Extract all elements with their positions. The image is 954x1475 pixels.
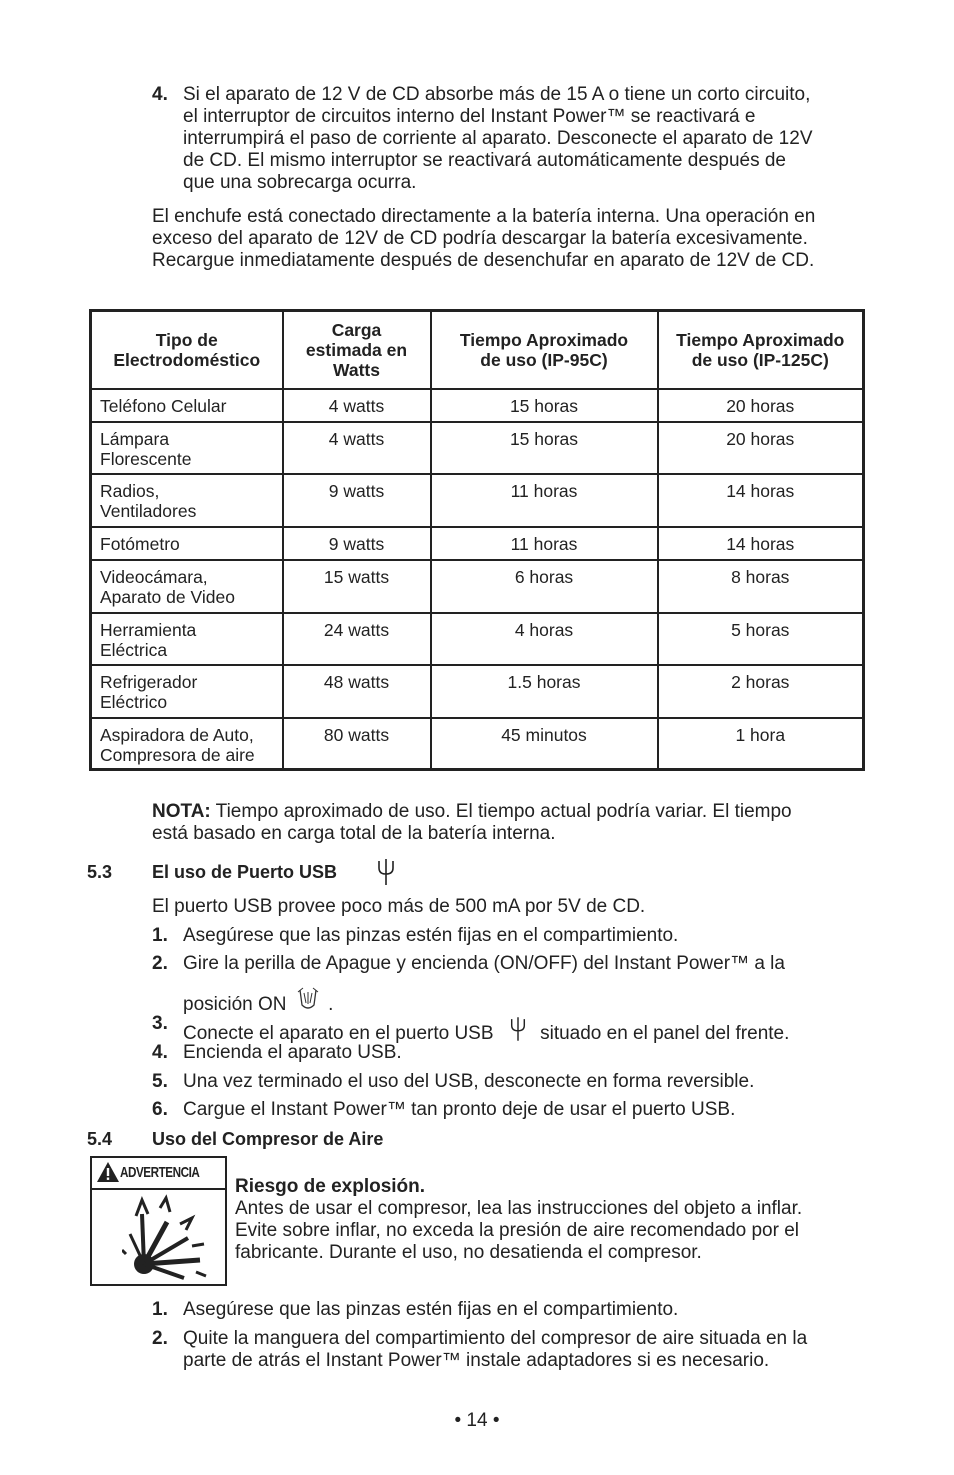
- list-number: 4.: [152, 1042, 168, 1063]
- cell-appliance: Videocámara, Aparato de Video: [91, 560, 283, 613]
- list-text: Cargue el Instant Power™ tan pronto deje de usar el puerto USB.: [183, 1099, 736, 1120]
- table-row: [91, 389, 864, 422]
- cell-appliance: Fotómetro: [91, 527, 283, 560]
- cell-ip95c: 1.5 horas: [431, 665, 658, 718]
- table-row: [91, 560, 864, 613]
- power-knob-icon: [296, 987, 320, 1013]
- text-line: de CD. El mismo interruptor se reactivará automáticamente después de: [183, 150, 786, 171]
- text-line: Si el aparato de 12 V de CD absorbe más de 15 A o tiene un corto circuito,: [183, 84, 811, 105]
- text-line: Recargue inmediatamente después de desenchufar en aparato de 12V de CD.: [152, 250, 815, 271]
- cell-ip125c: 5 horas: [658, 613, 864, 665]
- list-number: 4.: [152, 84, 168, 105]
- usb-icon: [509, 1016, 527, 1042]
- list-number: 3.: [152, 1013, 168, 1034]
- text-line: Evite sobre inflar, no exceda la presión de aire recomendado por el: [235, 1220, 800, 1241]
- section-number: 5.3: [87, 862, 113, 882]
- table-row: [91, 527, 864, 560]
- cell-ip95c: 45 minutos: [431, 718, 658, 770]
- table-row: [91, 613, 864, 665]
- runtime-table: [89, 309, 865, 771]
- cell-ip95c: 4 horas: [431, 613, 658, 665]
- warning-header: [92, 1158, 225, 1190]
- cell-ip125c: 8 horas: [658, 560, 864, 613]
- usb-intro: El puerto USB provee poco más de 500 mA por 5V de CD.: [152, 896, 646, 917]
- cell-load: 24 watts: [283, 613, 431, 665]
- warning-heading: Riesgo de explosión.: [235, 1176, 426, 1197]
- text-line: el interruptor de circuitos interno del Instant Power™ se reactivará e: [183, 106, 756, 127]
- text-line: El enchufe está conectado directamente a la batería interna. Una operación en: [152, 206, 816, 227]
- list-text: [183, 84, 873, 194]
- note-text: está basado en carga total de la batería interna.: [152, 823, 556, 844]
- section-number: 5.4: [87, 1129, 113, 1149]
- list-text: [183, 953, 873, 1016]
- cell-appliance: Herramienta Eléctrica: [91, 613, 283, 665]
- cell-load: 4 watts: [283, 422, 431, 474]
- table-row: [91, 474, 864, 527]
- list-number: 2.: [152, 1328, 168, 1349]
- intro-paragraph: [152, 206, 882, 272]
- list-text: Conecte el aparato en el puerto USB situado en el panel del frente.: [183, 1013, 873, 1045]
- cell-ip125c: 20 horas: [658, 422, 864, 474]
- text-line: que una sobrecarga ocurra.: [183, 172, 417, 193]
- note-paragraph: [152, 801, 872, 845]
- cell-ip95c: 11 horas: [431, 527, 658, 560]
- cell-ip125c: 1 hora: [658, 718, 864, 770]
- cell-appliance: Refrigerador Eléctrico: [91, 665, 283, 718]
- explosion-hazard-icon: [122, 1194, 208, 1282]
- text-line: .: [328, 994, 334, 1015]
- warning-text: [235, 1176, 885, 1264]
- cell-ip125c: 20 horas: [658, 389, 864, 422]
- list-text: [183, 1328, 873, 1372]
- text-line: Quite la manguera del compartimiento del compresor de aire situada en la: [183, 1328, 808, 1349]
- text-line: fabricante. Durante el uso, no desatienda el compresor.: [235, 1242, 702, 1263]
- cell-load: 9 watts: [283, 527, 431, 560]
- table-row: [91, 665, 864, 718]
- section-title: El uso de Puerto USB: [152, 862, 338, 882]
- text-line: posición ON: [183, 994, 287, 1015]
- page-number: • 14 •: [454, 1410, 500, 1431]
- cell-load: 4 watts: [283, 389, 431, 422]
- text-line: exceso del aparato de 12V de CD podría descargar la batería excesivamente.: [152, 228, 808, 249]
- cell-appliance: Teléfono Celular: [91, 389, 283, 422]
- list-text: Asegúrese que las pinzas estén fijas en el compartimiento.: [183, 1299, 679, 1320]
- table-header-row: [91, 311, 864, 389]
- list-number: 1.: [152, 1299, 168, 1320]
- cell-appliance: Aspiradora de Auto, Compresora de aire: [91, 718, 283, 770]
- cell-load: 9 watts: [283, 474, 431, 527]
- text-line: parte de atrás el Instant Power™ instale adaptadores si es necesario.: [183, 1350, 770, 1371]
- warning-label-text: ADVERTENCIA: [120, 1164, 200, 1181]
- cell-ip125c: 14 horas: [658, 527, 864, 560]
- header-ip95c: Tiempo Aproximado de uso (IP-95C): [431, 311, 658, 389]
- cell-load: 80 watts: [283, 718, 431, 770]
- list-number: 1.: [152, 925, 168, 946]
- cell-load: 15 watts: [283, 560, 431, 613]
- note-label: NOTA:: [152, 801, 211, 822]
- table-row: [91, 422, 864, 474]
- list-text: Encienda el aparato USB.: [183, 1042, 402, 1063]
- note-text: Tiempo aproximado de uso. El tiempo actual podría variar. El tiempo: [210, 801, 792, 822]
- cell-ip95c: 15 horas: [431, 389, 658, 422]
- warning-label: [90, 1156, 227, 1286]
- cell-appliance: Radios, Ventiladores: [91, 474, 283, 527]
- text-line: Antes de usar el compresor, lea las instrucciones del objeto a inflar.: [235, 1198, 803, 1219]
- section-title: Uso del Compresor de Aire: [152, 1129, 384, 1149]
- header-load: Carga estimada en Watts: [283, 311, 431, 389]
- cell-ip125c: 14 horas: [658, 474, 864, 527]
- cell-load: 48 watts: [283, 665, 431, 718]
- cell-ip125c: 2 horas: [658, 665, 864, 718]
- list-text: Una vez terminado el uso del USB, desconecte en forma reversible.: [183, 1071, 755, 1092]
- list-number: 5.: [152, 1071, 168, 1092]
- text-line: Gire la perilla de Apague y encienda (ON/OFF) del Instant Power™ a la: [183, 953, 785, 974]
- list-number: 2.: [152, 953, 168, 974]
- warning-triangle-icon: [96, 1161, 120, 1183]
- header-ip125c: Tiempo Aproximado de uso (IP-125C): [658, 311, 864, 389]
- list-number: 6.: [152, 1099, 168, 1120]
- cell-ip95c: 15 horas: [431, 422, 658, 474]
- cell-ip95c: 11 horas: [431, 474, 658, 527]
- text-line: interrumpirá el paso de corriente al aparato. Desconecte el aparato de 12V: [183, 128, 813, 149]
- header-appliance: Tipo de Electrodoméstico: [91, 311, 283, 389]
- usb-icon: [376, 858, 396, 886]
- list-text: Asegúrese que las pinzas estén fijas en el compartimiento.: [183, 925, 679, 946]
- table-row: [91, 718, 864, 770]
- cell-appliance: Lámpara Florescente: [91, 422, 283, 474]
- cell-ip95c: 6 horas: [431, 560, 658, 613]
